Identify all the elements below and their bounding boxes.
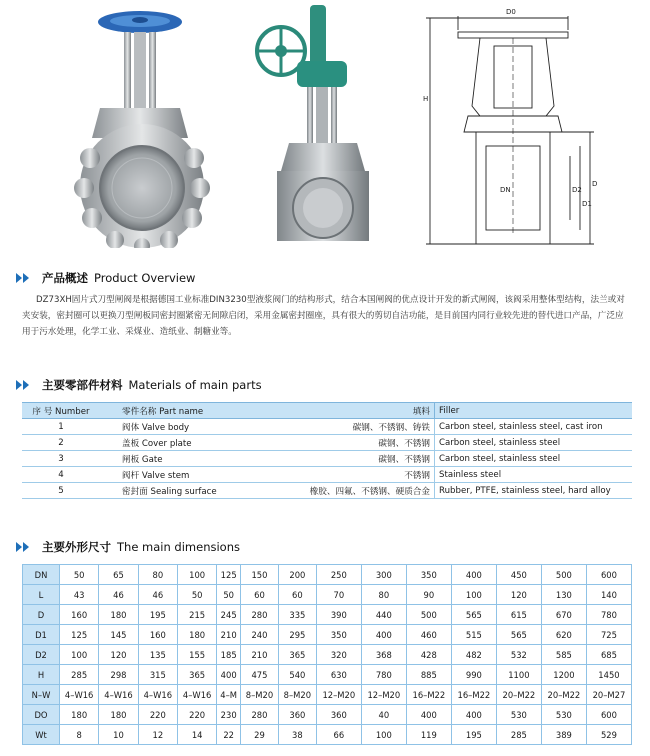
- table-cell: 350: [316, 625, 361, 645]
- table-cell: 60: [278, 585, 316, 605]
- table-row: [23, 625, 632, 645]
- table-cell: 135: [138, 645, 177, 665]
- table-cell: 60: [241, 585, 279, 605]
- table-cell: 100: [361, 725, 406, 745]
- materials-table: [22, 402, 632, 499]
- row-label: H: [23, 665, 60, 685]
- table-cell: 365: [177, 665, 216, 685]
- table-row: [23, 725, 632, 745]
- table-cell: 400: [406, 705, 451, 725]
- table-cell: 185: [217, 645, 241, 665]
- table-cell: 8: [60, 725, 99, 745]
- table-cell: 400: [451, 705, 496, 725]
- row-filler-en: Carbon steel, stainless steel: [435, 435, 633, 451]
- table-cell: 12–M20: [316, 685, 361, 705]
- table-cell: 16–M22: [406, 685, 451, 705]
- table-cell: 80: [138, 565, 177, 585]
- row-part: 密封面 Sealing surface: [100, 483, 276, 499]
- table-row: [23, 705, 632, 725]
- row-filler-en: Carbon steel, stainless steel, cast iron: [435, 419, 633, 435]
- table-cell: 200: [278, 565, 316, 585]
- dimensions-table: [22, 564, 632, 745]
- row-label: Wt: [23, 725, 60, 745]
- col-header-part: 零件名称 Part name: [100, 403, 276, 419]
- table-cell: 70: [316, 585, 361, 605]
- table-cell: 230: [217, 705, 241, 725]
- table-cell: 400: [217, 665, 241, 685]
- table-cell: 1200: [541, 665, 586, 685]
- table-cell: 29: [241, 725, 279, 745]
- table-row: [23, 605, 632, 625]
- table-cell: 210: [217, 625, 241, 645]
- table-cell: 280: [241, 605, 279, 625]
- handwheel-valve-photo: [70, 8, 215, 248]
- table-cell: 500: [406, 605, 451, 625]
- dimensions-title-cn: 主要外形尺寸: [42, 540, 111, 554]
- table-row: [22, 483, 632, 499]
- materials-header-row: [22, 403, 632, 419]
- table-cell: 530: [541, 705, 586, 725]
- table-cell: 685: [586, 645, 631, 665]
- table-cell: 390: [316, 605, 361, 625]
- table-cell: 155: [177, 645, 216, 665]
- table-cell: 50: [217, 585, 241, 605]
- row-label: D: [23, 605, 60, 625]
- table-cell: 145: [99, 625, 138, 645]
- dim-label-d: D: [592, 180, 598, 188]
- dim-label-d1: D1: [582, 200, 592, 208]
- table-cell: 500: [541, 565, 586, 585]
- table-cell: 180: [60, 705, 99, 725]
- table-cell: 885: [406, 665, 451, 685]
- row-label: L: [23, 585, 60, 605]
- row-part: 闸板 Gate: [100, 451, 276, 467]
- table-cell: 295: [278, 625, 316, 645]
- row-label: D2: [23, 645, 60, 665]
- gearbox-valve-photo: [255, 5, 375, 250]
- row-part: 阀体 Valve body: [100, 419, 276, 435]
- table-cell: 100: [177, 565, 216, 585]
- table-cell: 725: [586, 625, 631, 645]
- table-cell: 440: [361, 605, 406, 625]
- table-cell: 300: [361, 565, 406, 585]
- table-cell: 50: [60, 565, 99, 585]
- table-cell: 315: [138, 665, 177, 685]
- table-cell: 12–M20: [361, 685, 406, 705]
- table-cell: 210: [241, 645, 279, 665]
- table-cell: 482: [451, 645, 496, 665]
- table-cell: 565: [451, 605, 496, 625]
- table-cell: 532: [496, 645, 541, 665]
- table-cell: 220: [138, 705, 177, 725]
- table-cell: 990: [451, 665, 496, 685]
- table-cell: 10: [99, 725, 138, 745]
- table-cell: 90: [406, 585, 451, 605]
- table-cell: 8–M20: [278, 685, 316, 705]
- table-cell: 368: [361, 645, 406, 665]
- table-cell: 140: [586, 585, 631, 605]
- table-cell: 150: [241, 565, 279, 585]
- table-cell: 4–W16: [60, 685, 99, 705]
- table-cell: 285: [60, 665, 99, 685]
- table-cell: 615: [496, 605, 541, 625]
- table-cell: 38: [278, 725, 316, 745]
- table-cell: 180: [99, 605, 138, 625]
- double-arrow-icon: [14, 541, 36, 553]
- table-cell: 120: [99, 645, 138, 665]
- table-row: [23, 585, 632, 605]
- table-cell: 22: [217, 725, 241, 745]
- table-cell: 460: [406, 625, 451, 645]
- table-cell: 160: [60, 605, 99, 625]
- row-number: 5: [22, 483, 100, 499]
- product-figures: [0, 0, 650, 262]
- col-header-number: 序 号 Number: [22, 403, 100, 419]
- table-cell: 16–M22: [451, 685, 496, 705]
- table-cell: 43: [60, 585, 99, 605]
- row-part: 盖板 Cover plate: [100, 435, 276, 451]
- table-cell: 160: [138, 625, 177, 645]
- table-cell: 428: [406, 645, 451, 665]
- overview-heading: [14, 270, 195, 286]
- table-cell: 530: [496, 705, 541, 725]
- table-cell: 600: [586, 565, 631, 585]
- table-cell: 80: [361, 585, 406, 605]
- table-row: [23, 565, 632, 585]
- table-cell: 280: [241, 705, 279, 725]
- row-number: 3: [22, 451, 100, 467]
- table-cell: 4–W16: [177, 685, 216, 705]
- row-filler-cn: 不锈钢: [276, 467, 435, 483]
- table-cell: 8–M20: [241, 685, 279, 705]
- table-cell: 1450: [586, 665, 631, 685]
- table-row: [22, 419, 632, 435]
- table-cell: 120: [496, 585, 541, 605]
- table-cell: 4–M: [217, 685, 241, 705]
- table-cell: 1100: [496, 665, 541, 685]
- table-cell: 40: [361, 705, 406, 725]
- dim-label-d2: D2: [572, 186, 582, 194]
- table-cell: 670: [541, 605, 586, 625]
- row-filler-cn: 碳钢、不锈钢、铸铁: [276, 419, 435, 435]
- table-cell: 529: [586, 725, 631, 745]
- table-cell: 630: [316, 665, 361, 685]
- double-arrow-icon: [14, 379, 36, 391]
- table-cell: 515: [451, 625, 496, 645]
- table-row: [23, 665, 632, 685]
- col-header-filler-cn: 填料: [276, 403, 435, 419]
- table-cell: 245: [217, 605, 241, 625]
- dim-label-dn: DN: [500, 186, 511, 194]
- table-cell: 100: [451, 585, 496, 605]
- row-part: 阀杆 Valve stem: [100, 467, 276, 483]
- row-number: 2: [22, 435, 100, 451]
- table-cell: 540: [278, 665, 316, 685]
- table-cell: 119: [406, 725, 451, 745]
- table-cell: 780: [361, 665, 406, 685]
- materials-title-cn: 主要零部件材料: [42, 378, 123, 392]
- table-cell: 20–M22: [496, 685, 541, 705]
- table-cell: 4–W16: [138, 685, 177, 705]
- table-cell: 20–M22: [541, 685, 586, 705]
- row-number: 4: [22, 467, 100, 483]
- table-cell: 46: [99, 585, 138, 605]
- table-cell: 50: [177, 585, 216, 605]
- table-cell: 389: [541, 725, 586, 745]
- materials-title-en: Materials of main parts: [128, 378, 262, 392]
- table-cell: 220: [177, 705, 216, 725]
- table-cell: 400: [361, 625, 406, 645]
- table-cell: 65: [99, 565, 138, 585]
- row-label: N–W: [23, 685, 60, 705]
- row-label: D1: [23, 625, 60, 645]
- table-cell: 130: [541, 585, 586, 605]
- table-cell: 125: [60, 625, 99, 645]
- dimensions-heading: [14, 539, 240, 555]
- table-cell: 600: [586, 705, 631, 725]
- table-cell: 285: [496, 725, 541, 745]
- table-row: [22, 467, 632, 483]
- row-filler-en: Carbon steel, stainless steel: [435, 451, 633, 467]
- overview-paragraph: DZ73XH固片式刀型闸阀是根据德国工业标准DIN3230型液浆阀门的结构形式，结合本国闸阀的优点设计开发的新式闸阀，该阀采用整体型结构，法兰或对夹安装，密封圈可以更换刀型闸板同密封圈紧密无间隙启闭，采用金属密封圈座，具有很大的剪切自洁功能，是目前国内同行业较先进的替代进口产品，广泛应用于污水处理，化学工业、采煤业、造纸业、制糖业等。: [22, 295, 625, 337]
- double-arrow-icon: [14, 272, 36, 284]
- table-cell: 335: [278, 605, 316, 625]
- table-cell: 240: [241, 625, 279, 645]
- table-row: [23, 685, 632, 705]
- table-cell: 475: [241, 665, 279, 685]
- row-filler-en: Stainless steel: [435, 467, 633, 483]
- table-cell: 780: [586, 605, 631, 625]
- table-row: [22, 435, 632, 451]
- table-cell: 585: [541, 645, 586, 665]
- table-cell: 180: [99, 705, 138, 725]
- table-cell: 360: [278, 705, 316, 725]
- table-row: [22, 451, 632, 467]
- table-cell: 12: [138, 725, 177, 745]
- dimensions-title-en: The main dimensions: [117, 540, 240, 554]
- dim-label-h: H: [423, 95, 429, 103]
- col-header-filler-en: Filler: [435, 403, 633, 419]
- table-cell: 180: [177, 625, 216, 645]
- table-cell: 4–W16: [99, 685, 138, 705]
- row-filler-cn: 碳钢、不锈钢: [276, 451, 435, 467]
- table-cell: 365: [278, 645, 316, 665]
- dimension-drawing: [420, 6, 635, 256]
- dim-label-d0: D0: [506, 8, 516, 16]
- table-cell: 215: [177, 605, 216, 625]
- overview-title-cn: 产品概述: [42, 271, 88, 285]
- table-cell: 20–M27: [586, 685, 631, 705]
- table-cell: 298: [99, 665, 138, 685]
- table-cell: 195: [451, 725, 496, 745]
- table-cell: 125: [217, 565, 241, 585]
- table-cell: 450: [496, 565, 541, 585]
- table-row: [23, 645, 632, 665]
- table-cell: 250: [316, 565, 361, 585]
- overview-title-en: Product Overview: [94, 271, 196, 285]
- table-cell: 100: [60, 645, 99, 665]
- row-filler-en: Rubber, PTFE, stainless steel, hard alloy: [435, 483, 633, 499]
- table-cell: 565: [496, 625, 541, 645]
- row-filler-cn: 碳钢、不锈钢: [276, 435, 435, 451]
- materials-heading: [14, 377, 262, 393]
- table-cell: 350: [406, 565, 451, 585]
- row-label: DN: [23, 565, 60, 585]
- row-label: DO: [23, 705, 60, 725]
- table-cell: 14: [177, 725, 216, 745]
- table-cell: 195: [138, 605, 177, 625]
- table-cell: 320: [316, 645, 361, 665]
- table-cell: 46: [138, 585, 177, 605]
- table-cell: 66: [316, 725, 361, 745]
- row-number: 1: [22, 419, 100, 435]
- table-cell: 360: [316, 705, 361, 725]
- table-cell: 620: [541, 625, 586, 645]
- row-filler-cn: 橡胶、四氟、不锈钢、硬质合金: [276, 483, 435, 499]
- table-cell: 400: [451, 565, 496, 585]
